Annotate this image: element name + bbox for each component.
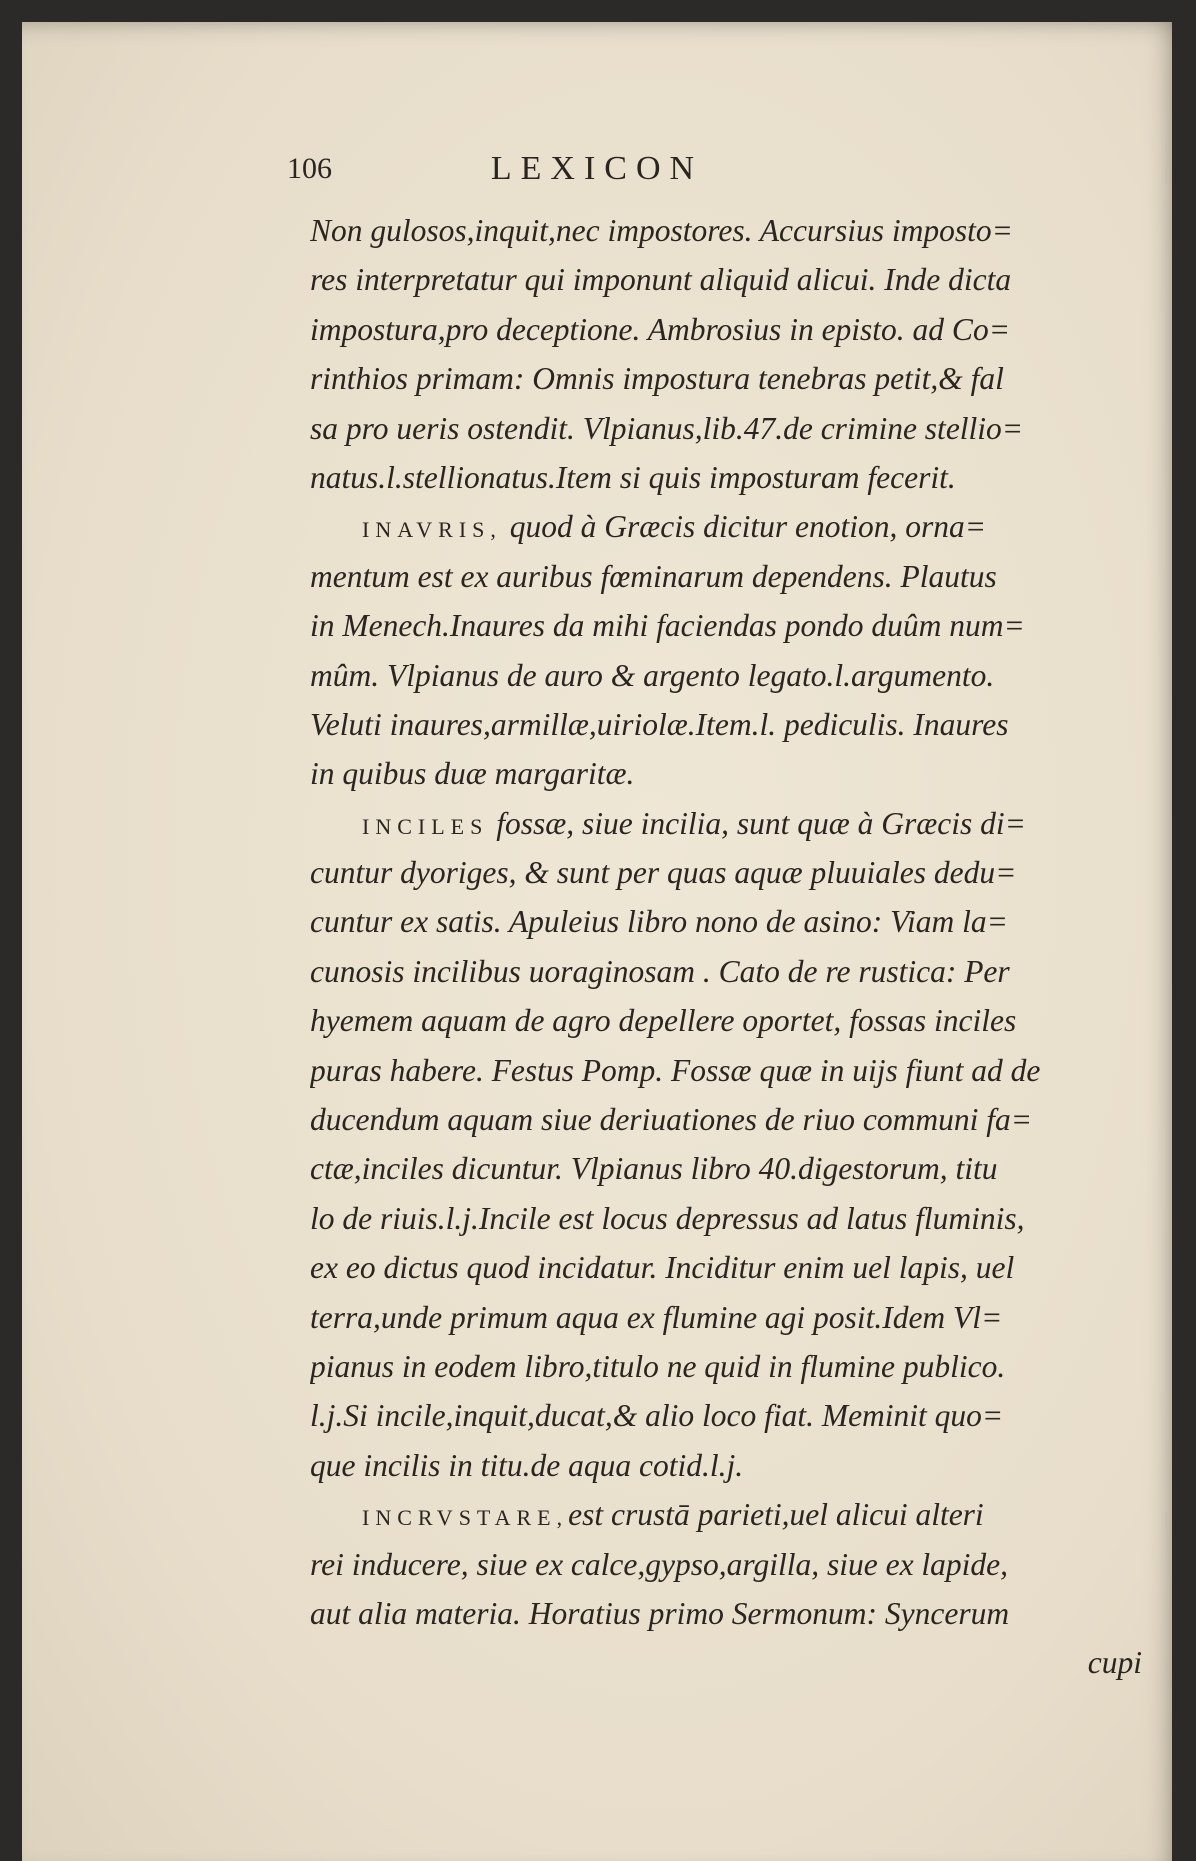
text-line [310,897,1142,946]
line-text: res interpretatur qui imponunt aliquid alicui. Inde dicta [310,262,1012,298]
text-line [310,1243,1142,1292]
text-line [310,1046,1142,1095]
line-text: terra,unde primum aqua ex flumine agi posit.Idem Vl= [310,1299,1003,1335]
line-text: Non gulosos,inquit,nec impostores. Accursius imposto= [310,213,1013,248]
line-text: cunosis incilibus uoraginosam . Cato de re rustica: Per [310,953,1010,989]
line-text: rinthios primam: Omnis impostura tenebras petit,& fal [310,361,1004,397]
page-number: 106 [287,152,332,185]
text-line [310,1589,1142,1638]
line-text: puras habere. Festus Pomp. Fossæ quæ in uijs fiunt ad de [310,1052,1041,1088]
body-text [310,206,1142,1688]
text-line [310,305,1142,354]
text-line [310,848,1142,897]
text-line [310,1342,1142,1391]
text-line [310,749,1142,798]
line-text: pianus in eodem libro,titulo ne quid in flumine publico. [310,1348,1006,1384]
catchword: cupi [1087,1645,1142,1681]
text-line [310,1194,1142,1243]
line-text: ducendum aquam siue deriuationes de riuo communi fa= [310,1102,1033,1138]
running-head: LEXICON [490,150,704,187]
text-line [310,404,1142,453]
line-text: cuntur ex satis. Apuleius libro nono de asino: Viam la= [310,904,1008,940]
line-text: mentum est ex auribus fœminarum dependens. Plautus [310,558,997,594]
line-text: in quibus duæ margaritæ. [310,756,635,792]
page-header [287,150,907,190]
text-line [310,1293,1142,1342]
entry-first-line [310,1490,1142,1539]
entry-first-line [310,799,1142,848]
line-text: impostura,pro deceptione. Ambrosius in episto. ad Co= [310,311,1010,347]
text-line [310,1540,1142,1589]
text-line [310,1144,1142,1193]
line-text: Veluti inaures,armillæ,uiriolæ.Item.l. pediculis. Inaures [310,706,1009,742]
text-line [310,206,1142,255]
line-text: cuntur dyoriges, & sunt per quas aquæ pluuiales dedu= [310,855,1017,891]
text-line [310,651,1142,700]
line-text: lo de riuis.l.j.Incile est locus depressus ad latus fluminis, [310,1200,1025,1236]
entry-headword: INAVRIS, [362,517,502,543]
entry-headword: INCILES [362,813,489,839]
text-line [310,1441,1142,1490]
text-line [310,255,1142,304]
line-text: rei inducere, siue ex calce,gypso,argilla, siue ex lapide, [310,1546,1009,1582]
line-text: l.j.Si incile,inquit,ducat,& alio loco fiat. Meminit quo= [310,1398,1004,1434]
entry-headword: INCRVSTARE, [362,1505,569,1531]
line-text: natus.l.stellionatus.Item si quis imposturam fecerit. [310,459,956,495]
text-line [310,996,1142,1045]
line-text: in Menech.Inaures da mihi faciendas pondo duûm num= [310,608,1025,644]
text-line [310,354,1142,403]
line-text: est crustā parieti,uel alicui alteri [568,1497,984,1533]
line-text: que incilis in titu.de aqua cotid.l.j. [310,1447,744,1483]
line-text: fossæ, siue incilia, sunt quæ à Græcis di= [488,805,1026,841]
book-page [22,22,1172,1861]
text-line [310,1391,1142,1440]
text-line [310,601,1142,650]
entry-first-line [310,502,1142,551]
line-text: sa pro ueris ostendit. Vlpianus,lib.47.de crimine stellio= [310,410,1024,446]
line-text: ctæ,inciles dicuntur. Vlpianus libro 40.digestorum, titu [310,1151,998,1187]
text-line [310,1095,1142,1144]
line-text: mûm. Vlpianus de auro & argento legato.l.argumento. [310,657,995,693]
line-text: ex eo dictus quod incidatur. Inciditur enim uel lapis, uel [310,1250,1015,1286]
line-text: quod à Græcis dicitur enotion, orna= [501,509,987,545]
line-text: aut alia materia. Horatius primo Sermonum: Syncerum [310,1595,1010,1631]
text-line [310,552,1142,601]
line-text: hyemem aquam de agro depellere oportet, fossas inciles [310,1003,1017,1039]
text-line [310,947,1142,996]
text-line [310,700,1142,749]
text-line [310,453,1142,502]
